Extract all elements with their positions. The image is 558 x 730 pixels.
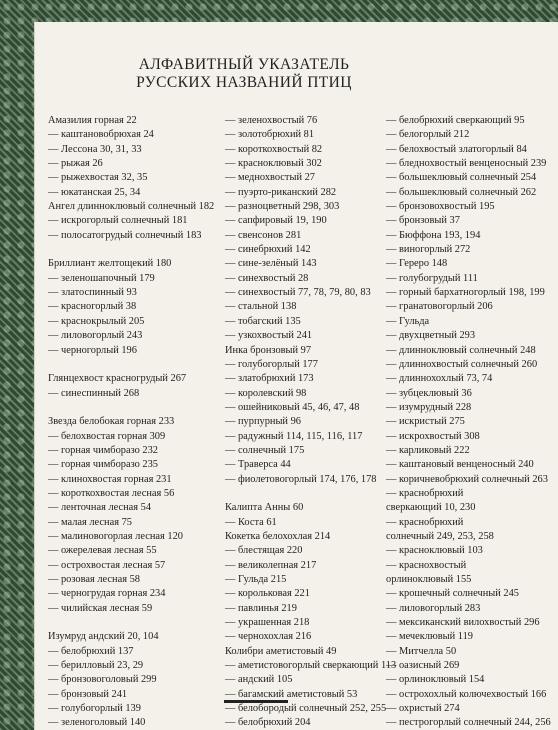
index-entry: — зеленошапочный 179 [48,272,155,284]
index-entry: Инка бронзовый 97 [225,344,312,356]
index-entry: — бронзовоголовый 299 [48,674,157,686]
index-entry: Колибри аметистовый 49 [225,645,337,657]
index-entry: — краснобрюхий [386,516,464,528]
index-column-3 [386,114,551,730]
index-entry: — Гульда [386,315,430,327]
index-entry: — рыжехвостая 32, 35 [48,172,148,184]
index-entry: — ленточная лесная 54 [48,502,152,514]
index-entry: — Митчелла 50 [386,645,457,657]
index-entry: — крошечный солнечный 245 [386,588,519,600]
index-entry: — Герерo 148 [386,258,448,270]
index-entry: — корольковая 221 [225,588,310,600]
index-entry: орлиноклювый 155 [386,574,472,585]
index-entry: — лиловогорлый 283 [386,602,481,614]
index-column-2 [225,114,396,730]
index-entry: — коричневобрюхий солнечный 263 [386,473,548,485]
index-entry: — сапфировый 19, 190 [225,215,327,227]
index-entry: Амазилия горная 22 [48,115,137,126]
index-entry: — белобородый солнечный 252, 255 [225,703,387,715]
index-entry: — берилловый 23, 29 [48,660,144,672]
index-entry: — гранатовогорлый 206 [386,301,493,313]
index-entry: — клинохвостая горная 231 [48,473,172,485]
index-entry: — голубогрудый 111 [386,272,478,284]
index-entry: — белобрюхий 137 [48,645,134,657]
index-entry: — горная чимборазо 235 [48,459,159,471]
index-entry: — красногорлый 38 [48,301,137,313]
index-entry: — мечеклювый 119 [386,631,473,643]
index-entry: Звезда белобокая горная 233 [48,416,175,428]
index-entry: — белохвостый златогорлый 84 [386,143,527,155]
index-entry [48,616,214,630]
index-entry: — большеклювый солнечный 262 [386,186,537,198]
index-entry: — пуэрто-риканский 282 [225,186,337,198]
index-entry: — краснобрюхий [386,487,464,499]
index-entry: — красноклювый 103 [386,545,483,557]
index-entry [225,487,396,501]
index-entry: — искрогорлый солнечный 181 [48,215,188,227]
index-entry: — острохвостая лесная 57 [48,559,166,571]
index-entry: — бронзовохвостый 195 [386,201,495,213]
index-entry: — красноклювый 302 [225,158,322,170]
index-entry: — златобрюхий 173 [225,373,314,385]
index-entry: — зубцеклювый 36 [386,387,472,399]
index-entry: сверкающий 10, 230 [386,502,476,514]
index-entry: — великолепная 217 [225,559,317,571]
index-entry: — белохвостая горная 309 [48,430,166,442]
title-line-1: АЛФАВИТНЫЙ УКАЗАТЕЛЬ [138,56,350,73]
index-entry: — белобрюхий сверкающий 95 [386,115,525,126]
index-entry: — голубогорлый 177 [225,358,318,370]
index-entry: — бледнохвостый венценосный 239 [386,158,547,170]
index-entry: — украшенная 218 [225,617,310,629]
index-entry: — Гульда 215 [225,574,287,585]
index-entry: — горный бархатногорлый 198, 199 [386,287,545,299]
index-entry: — черногрудая горная 234 [48,588,166,600]
index-entry: — пестрогорлый солнечный 244, 256 [386,717,551,729]
index-entry: — каштановобрюхая 24 [48,129,154,141]
index-entry: — охристый 274 [386,703,460,715]
index-entry: — изумрудный 228 [386,401,472,413]
index-entry: — острохохлый колючехвостый 166 [386,688,547,700]
index-entry: — златоспинный 93 [48,287,137,299]
index-entry: — блестящая 220 [225,545,303,557]
index-entry: — орлиноклювый 154 [386,674,485,686]
index-entry: — бронзовый 37 [386,215,460,227]
index-entry: — малая лесная 75 [48,516,132,528]
index-entry: — каштановый венценосный 240 [386,459,534,471]
index-entry: Бриллиант желтощекий 180 [48,258,172,270]
index-entry: — Бюффона 193, 194 [386,229,481,241]
index-entry: — меднохвостый 27 [225,172,315,184]
index-entry: — черногорлый 196 [48,344,137,356]
index-entry: — королевский 98 [225,387,307,399]
index-entry: — двухцветный 293 [386,330,476,342]
index-entry: — карликовый 222 [386,444,470,456]
index-entry: — узкохвостый 241 [225,330,313,342]
index-entry: — пурпурный 96 [225,416,301,428]
index-entry: — голубогорлый 139 [48,703,141,715]
index-entry: — тобагский 135 [225,315,301,327]
index-entry: — малиновогорлая лесная 120 [48,530,183,542]
index-entry: Кокетка белохохлая 214 [225,530,331,542]
index-entry: — стальной 138 [225,301,297,313]
index-entry: — синехвостый 28 [225,272,309,284]
index-entry: солнечный 249, 253, 258 [386,530,494,542]
index-entry: — зеленоголовый 140 [48,717,146,729]
index-entry: — искрохвостый 308 [386,430,480,442]
index-entry: — солнечный 175 [225,444,305,456]
index-page [34,22,558,730]
index-column-1 [48,114,214,730]
index-entry: — синеспинный 268 [48,387,140,399]
index-entry: — длиннохвостый солнечный 260 [386,358,538,370]
index-entry: — ошейниковый 45, 46, 47, 48 [225,401,360,413]
title-line-2: РУССКИХ НАЗВАНИЙ ПТИЦ [136,74,352,91]
index-entry: — Коста 61 [225,516,277,528]
index-entry: — оазисный 269 [386,660,460,672]
index-entry: — багамский аметистовый 53 [225,688,358,700]
index-entry: — чилийская лесная 59 [48,602,153,614]
index-entry [48,358,214,372]
index-entry: — синехвостый 77, 78, 79, 80, 83 [225,287,371,299]
index-entry: — розовая лесная 58 [48,574,140,585]
index-entry: — краснокрылый 205 [48,315,145,327]
index-entry: — рыжая 26 [48,158,103,170]
index-entry: Ангел длинноклювый солнечный 182 [48,201,215,213]
page-title [34,56,454,92]
index-entry: — свенсонов 281 [225,229,302,241]
index-entry: — короткохвостая лесная 56 [48,487,175,499]
index-entry: — ожерелевая лесная 55 [48,545,157,557]
index-entry: — большеклювый солнечный 254 [386,172,537,184]
index-entry [48,401,214,415]
index-entry: — андский 105 [225,674,293,686]
index-entry: — синебрюхий 142 [225,244,311,256]
index-entry: — юкатанская 25, 34 [48,186,141,198]
index-entry: — радужный 114, 115, 116, 117 [225,430,363,442]
index-entry: — искристый 275 [386,416,465,428]
index-entry: — разноцветный 298, 303 [225,201,340,213]
index-entry: — краснохвостый [386,559,467,571]
index-entry: — бронзовый 241 [48,688,128,700]
index-entry: — полосатогрудый солнечный 183 [48,229,202,241]
index-entry: Калипта Анны 60 [225,502,304,514]
index-entry: — сине-зелёный 143 [225,258,317,270]
index-entry: — длинноклювый солнечный 248 [386,344,536,356]
index-entry: Изумруд андский 20, 104 [48,631,159,643]
index-entry: — длиннохохлый 73, 74 [386,373,493,385]
index-entry: Глянцехвост красногрудый 267 [48,373,187,385]
index-entry: — золотобрюхий 81 [225,129,315,141]
bottom-rule [224,700,288,703]
index-entry [48,243,214,257]
index-entry: — белобрюхий 204 [225,717,311,729]
index-entry: — аметистовогорлый сверкающий 113 [225,660,397,672]
index-entry: — горная чимборазо 232 [48,444,159,456]
index-entry: — зеленохвостый 76 [225,115,318,126]
index-entry: — белогорлый 212 [386,129,470,141]
index-entry: — Траверса 44 [225,459,291,471]
index-entry: — короткохвостый 82 [225,143,323,155]
index-entry: — лиловогорлый 243 [48,330,143,342]
index-entry: — мексиканский вилохвостый 296 [386,617,540,629]
index-entry: — Лессона 30, 31, 33 [48,143,142,155]
index-entry: — чернохохлая 216 [225,631,312,643]
index-entry: — виногорлый 272 [386,244,471,256]
index-entry: — фиолетовогорлый 174, 176, 178 [225,473,377,485]
index-entry: — павлинья 219 [225,602,297,614]
